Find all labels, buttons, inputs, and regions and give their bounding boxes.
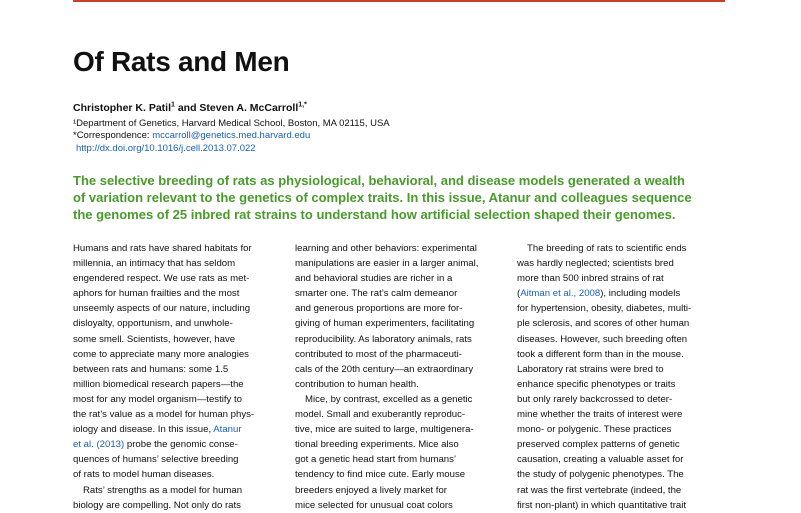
doi-line xyxy=(76,143,256,154)
citation-link-aitman[interactable]: Aitman et al., 2008 xyxy=(520,288,601,300)
body-line: mice selected for unusual coat colors xyxy=(295,499,453,511)
author-2: and Steven A. McCarroll xyxy=(174,102,299,114)
header-rule xyxy=(73,0,725,2)
body-line: causation, creating a valuable asset for xyxy=(517,454,684,466)
body-line: contribution to human health. xyxy=(295,378,419,390)
body-line: mono- or polygenic. These practices xyxy=(517,424,672,436)
body-line: but only rarely backcrossed to deter- xyxy=(517,393,673,405)
body-line: more than 500 inbred strains of rat xyxy=(517,273,664,285)
correspondence-email-link[interactable]: mccarroll@genetics.med.harvard.edu xyxy=(152,130,311,141)
body-line: biology are compelling. Not only do rats xyxy=(73,499,241,511)
body-line: The breeding of rats to scientific ends xyxy=(527,243,687,254)
author-1: Christopher K. Patil xyxy=(73,102,172,114)
affiliation: ¹Department of Genetics, Harvard Medical School, Boston, MA 02115, USA xyxy=(73,118,390,129)
body-line: got a genetic head start from humans’ xyxy=(295,454,457,466)
body-line: millennia, an intimacy that has seldom xyxy=(73,258,236,270)
citation-link-atanur-year[interactable]: et al. (2013) xyxy=(73,439,125,451)
body-line: contributed to most of the pharmaceuti- xyxy=(295,348,462,360)
body-line: most for any model organism—testify to xyxy=(73,393,243,405)
body-line: tendency to find mice cute. Early mouse xyxy=(295,469,466,481)
column-3 xyxy=(517,241,724,513)
article-title: Of Rats and Men xyxy=(73,46,290,77)
body-line: rat was the first vertebrate (indeed, the xyxy=(517,484,682,496)
body-line: Laboratory rat strains were bred to xyxy=(517,363,664,375)
abstract-line: the genomes of 25 inbred rat strains to understand how artificial selection shaped their genomes. xyxy=(73,207,676,222)
body-line xyxy=(73,437,280,452)
body-line: million biomedical research papers—the xyxy=(73,378,244,390)
correspondence-label: *Correspondence: xyxy=(73,130,153,141)
author-2-sup: 1,* xyxy=(298,101,307,109)
body-line: learning and other behaviors: experimental xyxy=(295,243,477,254)
body-line: the rat’s value as a model for human phys- xyxy=(73,409,255,421)
body-line: between rats and humans: some 1.5 xyxy=(73,363,229,375)
body-line: smarter one. The rat’s calm demeanor xyxy=(295,288,458,300)
abstract xyxy=(73,172,733,223)
author-line xyxy=(73,102,307,114)
body-line: mine whether the traits of interest were xyxy=(517,409,683,421)
body-text: iology and disease. In this issue, xyxy=(73,424,214,436)
body-line: preserved complex patterns of genetic xyxy=(517,439,680,451)
body-line: was hardly neglected; scientists bred xyxy=(517,258,674,270)
body-text: probe the genomic conse- xyxy=(124,439,238,451)
body-line xyxy=(517,286,724,301)
body-line: quences of humans’ selective breeding xyxy=(73,454,239,466)
body-line: manipulations are easier in a larger animal, xyxy=(295,258,479,270)
body-line: enhance specific phenotypes or traits xyxy=(517,378,676,390)
body-line: tive, mice are suited to large, multigenera- xyxy=(295,424,474,436)
body-text: ( xyxy=(517,288,521,300)
body-line: Humans and rats have shared habitats for xyxy=(73,243,252,254)
body-line: tional breeding experiments. Mice also xyxy=(295,439,459,451)
body-line: and generous proportions are more for- xyxy=(295,303,463,315)
body-line: ple sclerosis, and scores of other human xyxy=(517,318,690,330)
body-line: engendered respect. We use rats as met- xyxy=(73,273,250,285)
correspondence xyxy=(73,130,310,141)
body-line: cals of the 20th century—an extraordinary xyxy=(295,363,474,375)
body-line xyxy=(73,422,280,437)
body-line: aphors for human frailties and the most xyxy=(73,288,240,300)
body-line: the study of polygenic phenotypes. The xyxy=(517,469,684,481)
body-line: of rats to model human diseases. xyxy=(73,469,215,481)
body-line: for hypertension, obesity, diabetes, multi- xyxy=(517,303,692,315)
body-text: ), including models xyxy=(600,288,681,300)
abstract-line: The selective breeding of rats as physiological, behavioral, and disease models generated a wealth xyxy=(73,173,685,188)
column-1 xyxy=(73,241,280,513)
body-line: first non-plant) in which quantitative trait xyxy=(517,499,687,511)
body-line: reproducibility. As laboratory animals, rats xyxy=(295,333,472,345)
body-line: Rats’ strengths as a model for human xyxy=(83,484,243,496)
body-line: diseases. However, such breeding often xyxy=(517,333,688,345)
body-line: unseemly aspects of our nature, including xyxy=(73,303,251,315)
citation-link-atanur[interactable]: Atanur xyxy=(213,424,242,436)
body-line: and behavioral studies are richer in a xyxy=(295,273,453,285)
body-line: come to appreciate many more analogies xyxy=(73,348,249,360)
author-1-sup: 1 xyxy=(171,101,175,109)
body-line: disloyalty, opportunism, and unwhole- xyxy=(73,318,233,330)
body-line: giving of human experimenters, facilitating xyxy=(295,318,475,330)
doi-link[interactable]: http://dx.doi.org/10.1016/j.cell.2013.07.022 xyxy=(76,143,256,154)
body-line: Mice, by contrast, excelled as a genetic xyxy=(305,393,473,405)
body-line: breeders enjoyed a lively market for xyxy=(295,484,447,496)
body-line: model. Small and exuberantly reproduc- xyxy=(295,409,466,421)
body-line: some smell. Scientists, however, have xyxy=(73,333,236,345)
column-2 xyxy=(295,241,502,513)
body-line: took a different form than in the mouse. xyxy=(517,348,684,360)
abstract-line: of variation relevant to the genetics of complex traits. In this issue, Atanur and colleagues sequence xyxy=(73,190,692,205)
